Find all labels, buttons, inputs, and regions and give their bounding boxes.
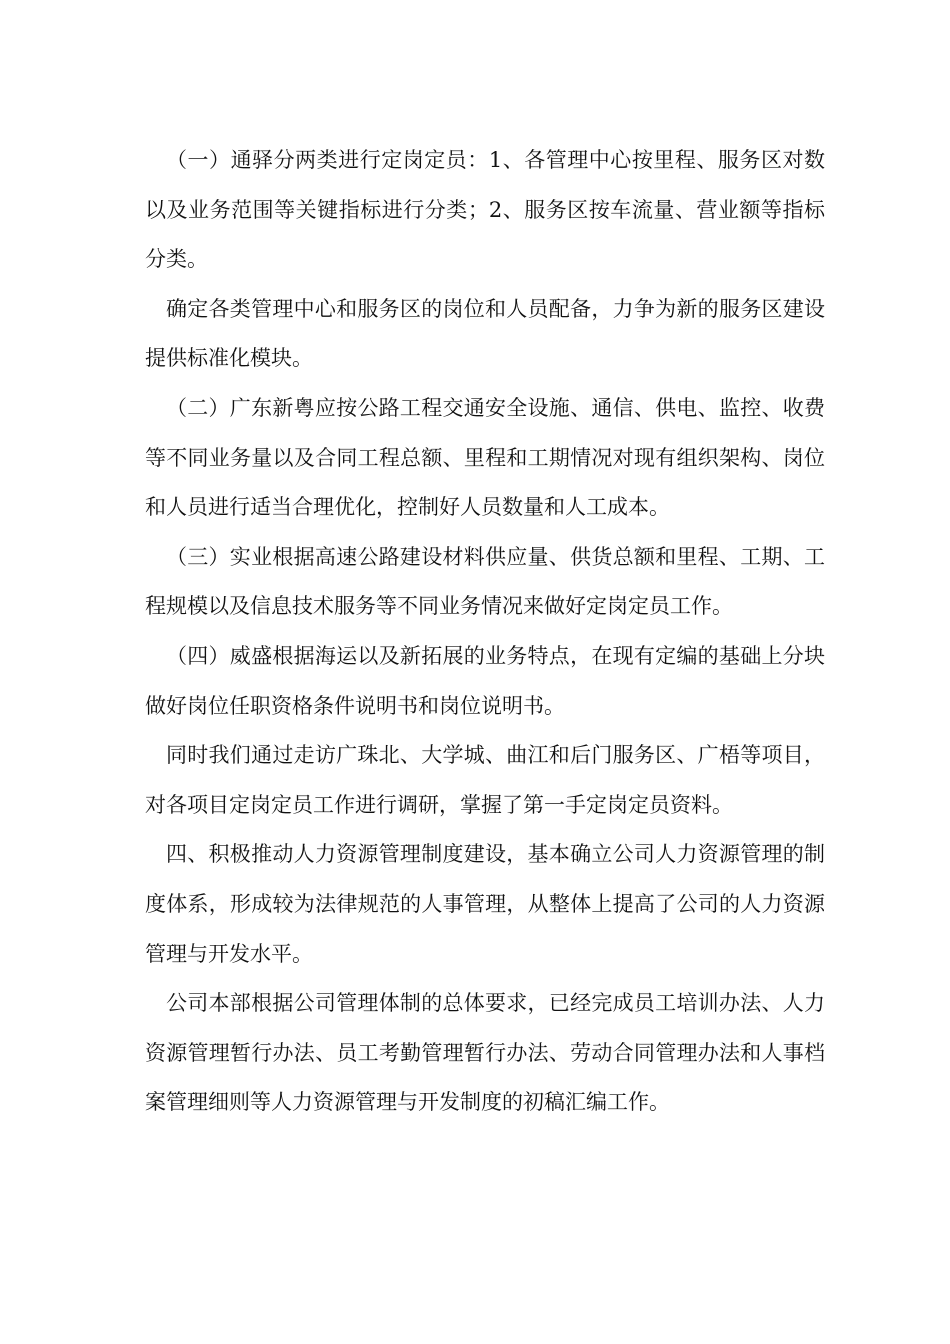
paragraph-3: （二）广东新粤应按公路工程交通安全设施、通信、供电、监控、收费等不同业务量以及合同工程总额、里程和工期情况对现有组织架构、岗位和人员进行适当合理优化，控制好人员数量和人工成本。 — [145, 395, 825, 520]
document-page — [145, 136, 825, 1128]
paragraph-2: 确定各类管理中心和服务区的岗位和人员配备，力争为新的服务区建设提供标准化模块。 — [145, 296, 825, 371]
paragraph-1: （一）通驿分两类进行定岗定员：1、各管理中心按里程、服务区对数以及业务范围等关键指标进行分类；2、服务区按车流量、营业额等指标分类。 — [145, 148, 825, 272]
paragraph-8: 公司本部根据公司管理体制的总体要求，已经完成员工培训办法、人力资源管理暂行办法、员工考勤管理暂行办法、劳动合同管理办法和人事档案管理细则等人力资源管理与开发制度的初稿汇编工作。 — [145, 991, 825, 1115]
paragraph-5: （四）威盛根据海运以及新拓展的业务特点，在现有定编的基础上分块做好岗位任职资格条件说明书和岗位说明书。 — [145, 643, 825, 718]
paragraph-4: （三）实业根据高速公路建设材料供应量、供货总额和里程、工期、工程规模以及信息技术服务等不同业务情况来做好定岗定员工作。 — [145, 544, 825, 619]
paragraph-7: 四、积极推动人力资源管理制度建设，基本确立公司人力资源管理的制度体系，形成较为法律规范的人事管理，从整体上提高了公司的人力资源管理与开发水平。 — [145, 842, 825, 966]
paragraph-6: 同时我们通过走访广珠北、大学城、曲江和后门服务区、广梧等项目，对各项目定岗定员工作进行调研，掌握了第一手定岗定员资料。 — [145, 743, 825, 817]
